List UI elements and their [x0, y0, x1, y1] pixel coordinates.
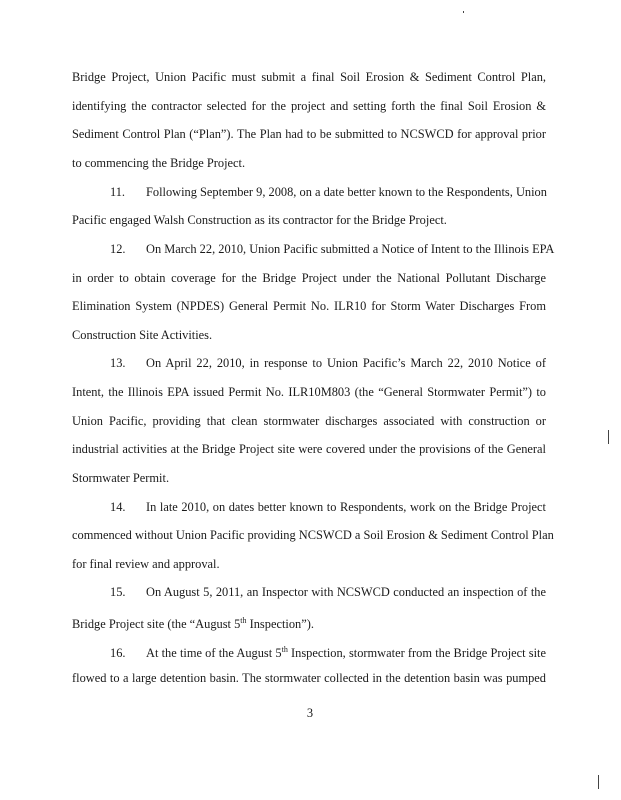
text-line: Intent, the Illinois EPA issued Permit No. ILR10M803 (the “General Stormwater Permit”) to: [72, 385, 546, 399]
paragraph-11-first-line: 11. Following September 9, 2008, on a date better known to the Respondents, Union: [110, 185, 547, 199]
text-line: identifying the contractor selected for the project and setting forth the final Soil Erosion &: [72, 99, 546, 113]
text-line: Pacific engaged Walsh Construction as its contractor for the Bridge Project.: [72, 213, 447, 227]
text-line: for final review and approval.: [72, 557, 220, 571]
page-number: 3: [306, 706, 314, 720]
text-line: Stormwater Permit.: [72, 471, 170, 485]
paragraph-15-first-line: 15. On August 5, 2011, an Inspector with NCSWCD conducted an inspection of the: [110, 585, 546, 599]
text-line: in order to obtain coverage for the Bridge Project under the National Pollutant Discharge: [72, 271, 546, 285]
text-line: Construction Site Activities.: [72, 328, 213, 342]
text-line: flowed to a large detention basin. The stormwater collected in the detention basin was pumped: [72, 671, 546, 685]
paragraph-14-first-line: 14. In late 2010, on dates better known to Respondents, work on the Bridge Project: [110, 500, 546, 514]
paragraph-number: 15.: [110, 585, 126, 599]
scan-artifact: [463, 11, 464, 13]
paragraph-number: 12.: [110, 242, 126, 256]
paragraph-number: 16.: [110, 646, 126, 661]
paragraph-number: 14.: [110, 500, 126, 514]
text-line: industrial activities at the Bridge Project site were covered under the provisions of the General: [72, 442, 546, 456]
text-line: Sediment Control Plan (“Plan”). The Plan had to be submitted to NCSWCD for approval prior: [72, 127, 546, 141]
text-line: Bridge Project site (the “August 5th Inspection”).: [72, 616, 314, 632]
scan-artifact: [608, 430, 609, 444]
paragraph-13-first-line: 13. On April 22, 2010, in response to Union Pacific’s March 22, 2010 Notice of: [110, 356, 546, 370]
scan-artifact: [598, 775, 599, 789]
paragraph-12-first-line: 12. On March 22, 2010, Union Pacific submitted a Notice of Intent to the Illinois EPA: [110, 242, 555, 256]
text-line: Union Pacific, providing that clean stormwater discharges associated with construction or: [72, 414, 546, 428]
paragraph-number: 11.: [110, 185, 126, 199]
paragraph-16-first-line: 16. At the time of the August 5th Inspection, stormwater from the Bridge Project site: [110, 645, 547, 661]
paragraph-number: 13.: [110, 356, 126, 370]
text-line: commenced without Union Pacific providing NCSWCD a Soil Erosion & Sediment Control Plan: [72, 528, 554, 542]
text-line: Bridge Project, Union Pacific must submit a final Soil Erosion & Sediment Control Plan,: [72, 70, 546, 84]
text-line: to commencing the Bridge Project.: [72, 156, 246, 170]
text-line: Elimination System (NPDES) General Permit No. ILR10 for Storm Water Discharges From: [72, 299, 546, 313]
